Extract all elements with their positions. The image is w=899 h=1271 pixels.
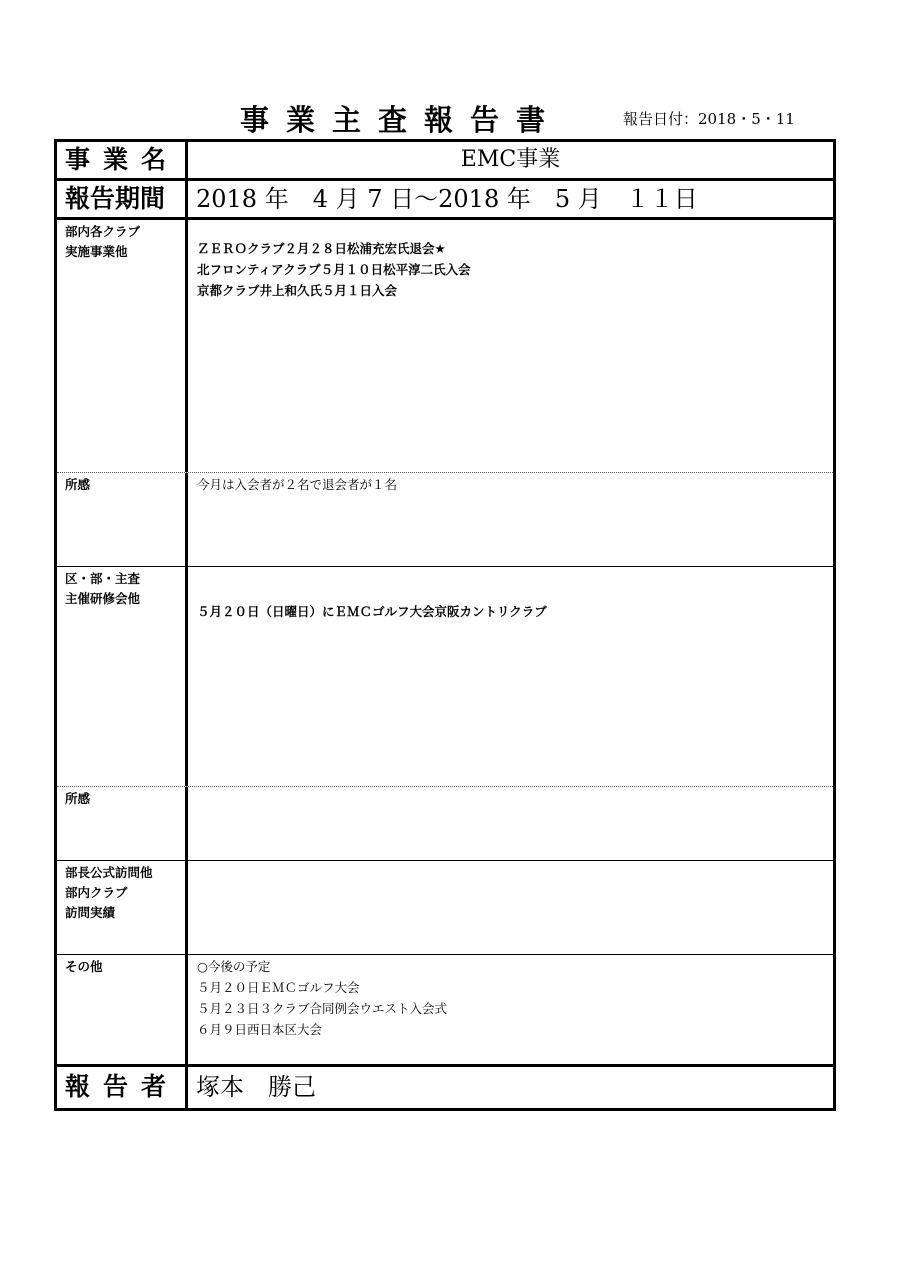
impression1-row [57,473,833,567]
visits-row [57,861,833,955]
other-line: ○今後の予定 [197,959,271,974]
other-line: ５月２３日３クラブ合同例会ウエスト入会式 [197,1001,448,1016]
period-row [57,181,833,220]
other-label: その他 [65,959,103,974]
impression1-label: 所感 [65,477,91,492]
impression2-row [57,787,833,861]
district-seminars-label: 区・部・主査 主催研修会他 [65,571,141,606]
project-label: 事業名 [65,145,180,174]
reporter-value: 塚本 勝己 [196,1073,316,1101]
district-seminars-row [57,567,833,787]
other-line: ５月２０日ＥＭＣゴルフ大会 [197,980,360,995]
club-activities-row [57,220,833,473]
club-activity-line: ＺＥＲＯクラブ２月２８日松浦充宏氏退会★ [197,241,446,256]
report-date-value: 2018・5・11 [698,110,795,128]
impression2-label: 所感 [65,791,91,806]
period-label: 報告期間 [65,184,166,213]
district-seminar-line: ５月２０日（日曜日）にＥＭＣゴルフ大会京阪カントリクラブ [197,604,547,619]
project-value: EMC事業 [460,147,561,172]
club-activities-label: 部内各クラブ 実施事業他 [65,224,141,259]
club-activity-line: 北フロンティアクラブ５月１０日松平淳二氏入会 [197,262,471,277]
report-form [54,139,836,1111]
reporter-row [57,1067,833,1108]
project-row [57,142,833,181]
page-title: 事業主査報告書 [240,103,563,137]
reporter-label: 報告者 [65,1072,180,1101]
report-date [623,108,795,129]
period-value: 2018 年 4 月 7 日～2018 年 5 月 １１日 [196,185,698,213]
visits-label: 部長公式訪問他 部内クラブ 訪問実績 [65,865,153,920]
other-row [57,955,833,1067]
club-activity-line: 京都クラブ井上和久氏５月１日入会 [197,283,398,298]
report-date-label: 報告日付： [623,110,699,128]
other-line: ６月９日西日本区大会 [197,1022,323,1037]
impression1-text: 今月は入会者が２名で退会者が１名 [197,477,398,492]
